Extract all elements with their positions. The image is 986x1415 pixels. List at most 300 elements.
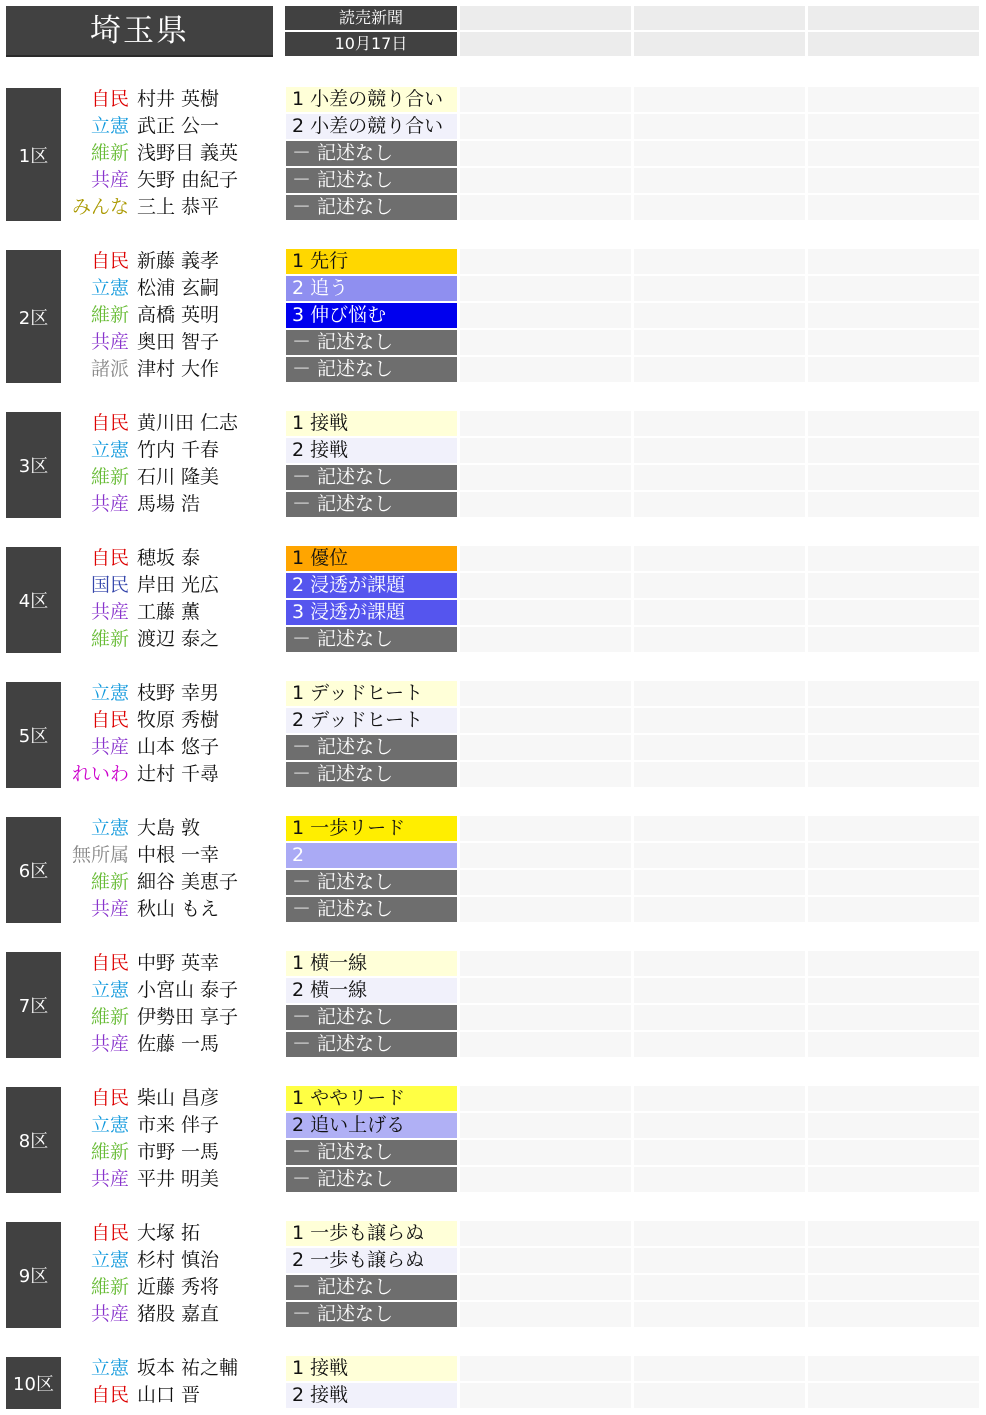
party-label: 立憲 bbox=[90, 1357, 129, 1379]
party-label: 立憲 bbox=[90, 439, 129, 461]
empty-cell bbox=[808, 1032, 979, 1057]
candidate-name: 秋山 もえ bbox=[137, 898, 220, 920]
empty-cell bbox=[634, 438, 805, 463]
empty-cell bbox=[460, 249, 631, 274]
candidate-name: 武正 公一 bbox=[137, 115, 220, 137]
empty-cell bbox=[634, 978, 805, 1003]
empty-cell bbox=[634, 708, 805, 733]
empty-cell bbox=[808, 1113, 979, 1138]
district-label: 6区 bbox=[6, 817, 61, 923]
district-block bbox=[0, 680, 986, 788]
empty-cell bbox=[634, 1356, 805, 1381]
rating-cell: － 記述なし bbox=[286, 1005, 457, 1030]
party-label: 共産 bbox=[90, 1303, 129, 1325]
candidate-name: 大塚 拓 bbox=[137, 1222, 201, 1244]
empty-cell bbox=[634, 681, 805, 706]
candidate-name: 高橋 英明 bbox=[137, 304, 220, 326]
empty-cell bbox=[634, 1005, 805, 1030]
rating-cell: － 記述なし bbox=[286, 1032, 457, 1057]
district-block bbox=[0, 815, 986, 923]
rating-cell: － 記述なし bbox=[286, 465, 457, 490]
candidate-row bbox=[0, 1139, 986, 1166]
empty-cell bbox=[634, 1383, 805, 1408]
empty-cell bbox=[460, 735, 631, 760]
candidate-row bbox=[0, 572, 986, 599]
rating-cell: － 記述なし bbox=[286, 1167, 457, 1192]
empty-cell bbox=[460, 141, 631, 166]
empty-cell bbox=[634, 492, 805, 517]
party-label: 自民 bbox=[90, 709, 129, 731]
candidate-row bbox=[0, 977, 986, 1004]
empty-cell bbox=[634, 1167, 805, 1192]
candidate-row bbox=[0, 356, 986, 383]
party-label: 共産 bbox=[90, 169, 129, 191]
rating-cell: 2 追い上げる bbox=[286, 1113, 457, 1138]
candidate-row bbox=[0, 140, 986, 167]
district-label: 10区 bbox=[6, 1357, 61, 1409]
rating-cell: 2 接戦 bbox=[286, 1383, 457, 1408]
candidate-name: 穂坂 泰 bbox=[137, 547, 201, 569]
candidate-name: 山本 悠子 bbox=[137, 736, 220, 758]
candidate-name: 伊勢田 享子 bbox=[137, 1006, 239, 1028]
rating-cell: 2 小差の競り合い bbox=[286, 114, 457, 139]
party-label: 立憲 bbox=[90, 979, 129, 1001]
party-label: 維新 bbox=[90, 1141, 129, 1163]
party-label: 国民 bbox=[90, 574, 129, 596]
empty-cell bbox=[808, 1086, 979, 1111]
party-label: 維新 bbox=[90, 871, 129, 893]
candidate-row bbox=[0, 1301, 986, 1328]
rating-cell: － 記述なし bbox=[286, 492, 457, 517]
district-label: 5区 bbox=[6, 682, 61, 788]
party-label: 自民 bbox=[90, 1087, 129, 1109]
party-label: 維新 bbox=[90, 1006, 129, 1028]
district-block bbox=[0, 545, 986, 653]
empty-cell bbox=[634, 816, 805, 841]
candidate-row bbox=[0, 869, 986, 896]
empty-cell bbox=[460, 681, 631, 706]
empty-cell bbox=[808, 681, 979, 706]
empty-cell bbox=[808, 168, 979, 193]
empty-cell bbox=[634, 87, 805, 112]
empty-cell bbox=[460, 492, 631, 517]
rating-cell: 1 優位 bbox=[286, 546, 457, 571]
empty-cell bbox=[634, 1302, 805, 1327]
rating-cell: 2 bbox=[286, 843, 457, 868]
rating-cell: － 記述なし bbox=[286, 141, 457, 166]
candidate-row bbox=[0, 734, 986, 761]
empty-cell bbox=[808, 141, 979, 166]
empty-cell bbox=[634, 249, 805, 274]
candidate-name: 猪股 嘉直 bbox=[137, 1303, 220, 1325]
empty-cell bbox=[808, 843, 979, 868]
rating-cell: 2 デッドヒート bbox=[286, 708, 457, 733]
party-label: 共産 bbox=[90, 493, 129, 515]
district-label: 8区 bbox=[6, 1087, 61, 1193]
candidate-name: 三上 恭平 bbox=[137, 196, 220, 218]
empty-cell bbox=[634, 330, 805, 355]
empty-cell bbox=[808, 1383, 979, 1408]
rating-cell: 2 一歩も譲らぬ bbox=[286, 1248, 457, 1273]
candidate-name: 枝野 幸男 bbox=[137, 682, 220, 704]
empty-cell bbox=[808, 249, 979, 274]
empty-cell bbox=[634, 870, 805, 895]
empty-cell bbox=[460, 357, 631, 382]
party-label: 維新 bbox=[90, 1276, 129, 1298]
empty-cell bbox=[634, 1113, 805, 1138]
empty-cell bbox=[808, 303, 979, 328]
empty-cell bbox=[634, 951, 805, 976]
empty-cell bbox=[808, 330, 979, 355]
party-label: 自民 bbox=[90, 952, 129, 974]
rating-cell: － 記述なし bbox=[286, 1302, 457, 1327]
candidate-row bbox=[0, 1382, 986, 1409]
empty-cell bbox=[460, 276, 631, 301]
candidate-row bbox=[0, 815, 986, 842]
empty-cell bbox=[808, 870, 979, 895]
rating-cell: 1 一歩も譲らぬ bbox=[286, 1221, 457, 1246]
empty-cell bbox=[460, 303, 631, 328]
candidate-row bbox=[0, 1085, 986, 1112]
party-label: 立憲 bbox=[90, 277, 129, 299]
candidate-name: 辻村 千尋 bbox=[137, 763, 220, 785]
empty-cell bbox=[634, 465, 805, 490]
party-label: 立憲 bbox=[90, 115, 129, 137]
empty-cell bbox=[808, 114, 979, 139]
party-label: 共産 bbox=[90, 1168, 129, 1190]
empty-header-cell bbox=[460, 32, 631, 56]
empty-cell bbox=[460, 816, 631, 841]
prefecture-title: 埼玉県 bbox=[6, 6, 273, 57]
rating-cell: 2 横一線 bbox=[286, 978, 457, 1003]
candidate-name: 新藤 義孝 bbox=[137, 250, 220, 272]
party-label: 共産 bbox=[90, 1033, 129, 1055]
candidate-row bbox=[0, 950, 986, 977]
empty-cell bbox=[460, 762, 631, 787]
party-label: 自民 bbox=[90, 1222, 129, 1244]
candidate-row bbox=[0, 1355, 986, 1382]
candidate-name: 小宮山 泰子 bbox=[137, 979, 239, 1001]
candidate-name: 浅野目 義英 bbox=[137, 142, 239, 164]
candidate-name: 杉村 慎治 bbox=[137, 1249, 220, 1271]
candidate-name: 岸田 光広 bbox=[137, 574, 220, 596]
rating-cell: － 記述なし bbox=[286, 1140, 457, 1165]
empty-cell bbox=[460, 1032, 631, 1057]
empty-cell bbox=[460, 168, 631, 193]
empty-cell bbox=[808, 438, 979, 463]
candidate-row bbox=[0, 437, 986, 464]
empty-cell bbox=[634, 1032, 805, 1057]
district-label: 2区 bbox=[6, 250, 61, 383]
empty-cell bbox=[808, 411, 979, 436]
district-label: 9区 bbox=[6, 1222, 61, 1328]
candidate-name: 坂本 祐之輔 bbox=[137, 1357, 239, 1379]
candidate-row bbox=[0, 1004, 986, 1031]
empty-cell bbox=[460, 330, 631, 355]
empty-cell bbox=[460, 1086, 631, 1111]
empty-header-cell bbox=[634, 6, 805, 30]
empty-cell bbox=[460, 546, 631, 571]
candidate-name: 黄川田 仁志 bbox=[137, 412, 239, 434]
empty-cell bbox=[460, 195, 631, 220]
candidate-row bbox=[0, 248, 986, 275]
empty-cell bbox=[808, 1005, 979, 1030]
party-label: 共産 bbox=[90, 736, 129, 758]
district-block bbox=[0, 1085, 986, 1193]
empty-cell bbox=[808, 762, 979, 787]
empty-cell bbox=[808, 816, 979, 841]
rating-cell: － 記述なし bbox=[286, 1275, 457, 1300]
rating-cell: － 記述なし bbox=[286, 330, 457, 355]
candidate-row bbox=[0, 194, 986, 221]
empty-cell bbox=[460, 897, 631, 922]
candidate-name: 市来 伴子 bbox=[137, 1114, 220, 1136]
candidate-row bbox=[0, 113, 986, 140]
empty-cell bbox=[634, 357, 805, 382]
empty-cell bbox=[808, 546, 979, 571]
rating-cell: 1 小差の競り合い bbox=[286, 87, 457, 112]
empty-cell bbox=[634, 1248, 805, 1273]
empty-cell bbox=[460, 1383, 631, 1408]
empty-cell bbox=[634, 1086, 805, 1111]
empty-cell bbox=[634, 195, 805, 220]
candidate-name: 柴山 昌彦 bbox=[137, 1087, 220, 1109]
empty-cell bbox=[460, 1005, 631, 1030]
candidate-row bbox=[0, 167, 986, 194]
empty-cell bbox=[808, 1275, 979, 1300]
candidate-name: 中根 一幸 bbox=[137, 844, 220, 866]
empty-cell bbox=[634, 303, 805, 328]
party-label: 共産 bbox=[90, 601, 129, 623]
candidate-row bbox=[0, 680, 986, 707]
candidate-name: 中野 英幸 bbox=[137, 952, 220, 974]
empty-cell bbox=[634, 141, 805, 166]
empty-cell bbox=[460, 708, 631, 733]
empty-cell bbox=[808, 1302, 979, 1327]
empty-header-cell bbox=[634, 32, 805, 56]
empty-cell bbox=[460, 465, 631, 490]
empty-cell bbox=[808, 195, 979, 220]
empty-cell bbox=[808, 978, 979, 1003]
party-label: 共産 bbox=[90, 331, 129, 353]
candidate-row bbox=[0, 464, 986, 491]
candidate-name: 細谷 美恵子 bbox=[137, 871, 239, 893]
district-label: 1区 bbox=[6, 88, 61, 221]
candidate-name: 山口 晋 bbox=[137, 1384, 201, 1406]
empty-cell bbox=[808, 951, 979, 976]
candidate-row bbox=[0, 842, 986, 869]
candidate-row bbox=[0, 410, 986, 437]
empty-cell bbox=[460, 978, 631, 1003]
candidate-row bbox=[0, 329, 986, 356]
empty-cell bbox=[460, 438, 631, 463]
party-label: 立憲 bbox=[90, 682, 129, 704]
candidate-name: 佐藤 一馬 bbox=[137, 1033, 220, 1055]
empty-cell bbox=[634, 762, 805, 787]
candidate-name: 矢野 由紀子 bbox=[137, 169, 239, 191]
rating-cell: 1 横一線 bbox=[286, 951, 457, 976]
empty-cell bbox=[634, 627, 805, 652]
empty-cell bbox=[460, 1167, 631, 1192]
empty-cell bbox=[634, 1140, 805, 1165]
party-label: 立憲 bbox=[90, 1249, 129, 1271]
candidate-row bbox=[0, 1274, 986, 1301]
party-label: みんな bbox=[71, 196, 129, 218]
rating-cell: － 記述なし bbox=[286, 870, 457, 895]
candidate-row bbox=[0, 599, 986, 626]
empty-cell bbox=[808, 1356, 979, 1381]
rating-cell: － 記述なし bbox=[286, 195, 457, 220]
party-label: 立憲 bbox=[90, 817, 129, 839]
empty-cell bbox=[460, 573, 631, 598]
rating-cell: 2 接戦 bbox=[286, 438, 457, 463]
candidate-name: 竹内 千春 bbox=[137, 439, 220, 461]
candidate-name: 村井 英樹 bbox=[137, 88, 220, 110]
empty-cell bbox=[634, 897, 805, 922]
rating-cell: 1 一歩リード bbox=[286, 816, 457, 841]
empty-cell bbox=[634, 411, 805, 436]
empty-header-cell bbox=[460, 6, 631, 30]
party-label: 自民 bbox=[90, 250, 129, 272]
empty-cell bbox=[634, 276, 805, 301]
candidate-name: 市野 一馬 bbox=[137, 1141, 220, 1163]
district-label: 3区 bbox=[6, 412, 61, 518]
party-label: 無所属 bbox=[71, 844, 129, 866]
empty-cell bbox=[808, 735, 979, 760]
empty-header-cell bbox=[808, 6, 979, 30]
rating-cell: － 記述なし bbox=[286, 168, 457, 193]
empty-cell bbox=[808, 1248, 979, 1273]
rating-cell: 1 接戦 bbox=[286, 1356, 457, 1381]
candidate-name: 近藤 秀将 bbox=[137, 1276, 220, 1298]
empty-cell bbox=[808, 600, 979, 625]
empty-cell bbox=[808, 897, 979, 922]
empty-cell bbox=[460, 411, 631, 436]
candidate-name: 大島 敦 bbox=[137, 817, 201, 839]
empty-cell bbox=[460, 600, 631, 625]
empty-cell bbox=[634, 600, 805, 625]
empty-cell bbox=[808, 276, 979, 301]
district-block bbox=[0, 86, 986, 221]
empty-cell bbox=[460, 1140, 631, 1165]
candidate-row bbox=[0, 1247, 986, 1274]
district-label: 7区 bbox=[6, 952, 61, 1058]
candidate-name: 工藤 薫 bbox=[137, 601, 201, 623]
rating-cell: 1 デッドヒート bbox=[286, 681, 457, 706]
candidate-row bbox=[0, 545, 986, 572]
rating-cell: 1 接戦 bbox=[286, 411, 457, 436]
candidate-row bbox=[0, 1031, 986, 1058]
party-label: 諸派 bbox=[90, 358, 129, 380]
rating-cell: 1 先行 bbox=[286, 249, 457, 274]
party-label: れいわ bbox=[71, 763, 129, 785]
rating-cell: － 記述なし bbox=[286, 897, 457, 922]
candidate-name: 馬場 浩 bbox=[137, 493, 201, 515]
party-label: 共産 bbox=[90, 898, 129, 920]
empty-cell bbox=[460, 114, 631, 139]
rating-cell: 3 伸び悩む bbox=[286, 303, 457, 328]
candidate-row bbox=[0, 707, 986, 734]
empty-cell bbox=[634, 1275, 805, 1300]
rating-cell: － 記述なし bbox=[286, 357, 457, 382]
party-label: 維新 bbox=[90, 142, 129, 164]
empty-cell bbox=[634, 1221, 805, 1246]
party-label: 自民 bbox=[90, 1384, 129, 1406]
party-label: 維新 bbox=[90, 628, 129, 650]
rating-cell: 2 追う bbox=[286, 276, 457, 301]
empty-cell bbox=[460, 870, 631, 895]
candidate-row bbox=[0, 302, 986, 329]
empty-cell bbox=[634, 168, 805, 193]
empty-cell bbox=[634, 843, 805, 868]
empty-cell bbox=[808, 87, 979, 112]
rating-cell: － 記述なし bbox=[286, 735, 457, 760]
candidate-row bbox=[0, 1166, 986, 1193]
empty-cell bbox=[460, 951, 631, 976]
candidate-name: 松浦 玄嗣 bbox=[137, 277, 220, 299]
empty-cell bbox=[460, 1113, 631, 1138]
candidate-name: 津村 大作 bbox=[137, 358, 220, 380]
rating-cell: － 記述なし bbox=[286, 627, 457, 652]
empty-header-cell bbox=[808, 32, 979, 56]
rating-cell: － 記述なし bbox=[286, 762, 457, 787]
empty-cell bbox=[460, 1356, 631, 1381]
rating-cell: 2 浸透が課題 bbox=[286, 573, 457, 598]
candidate-row bbox=[0, 491, 986, 518]
newspaper-name: 読売新聞 bbox=[285, 6, 457, 30]
candidate-row bbox=[0, 1112, 986, 1139]
empty-cell bbox=[634, 546, 805, 571]
empty-cell bbox=[808, 708, 979, 733]
district-block bbox=[0, 950, 986, 1058]
empty-cell bbox=[808, 1167, 979, 1192]
rating-cell: 3 浸透が課題 bbox=[286, 600, 457, 625]
empty-cell bbox=[460, 1302, 631, 1327]
party-label: 立憲 bbox=[90, 1114, 129, 1136]
district-block bbox=[0, 248, 986, 383]
empty-cell bbox=[460, 1248, 631, 1273]
party-label: 自民 bbox=[90, 88, 129, 110]
party-label: 自民 bbox=[90, 412, 129, 434]
empty-cell bbox=[460, 627, 631, 652]
empty-cell bbox=[634, 735, 805, 760]
candidate-name: 渡辺 泰之 bbox=[137, 628, 220, 650]
empty-cell bbox=[634, 114, 805, 139]
empty-cell bbox=[634, 573, 805, 598]
empty-cell bbox=[808, 357, 979, 382]
empty-cell bbox=[460, 1275, 631, 1300]
candidate-name: 平井 明美 bbox=[137, 1168, 220, 1190]
empty-cell bbox=[808, 492, 979, 517]
rating-cell: 1 ややリード bbox=[286, 1086, 457, 1111]
empty-cell bbox=[808, 627, 979, 652]
survey-date: 10月17日 bbox=[285, 32, 457, 56]
party-label: 維新 bbox=[90, 304, 129, 326]
party-label: 自民 bbox=[90, 547, 129, 569]
candidate-row bbox=[0, 626, 986, 653]
district-block bbox=[0, 1355, 986, 1409]
candidate-row bbox=[0, 896, 986, 923]
candidate-row bbox=[0, 761, 986, 788]
district-label: 4区 bbox=[6, 547, 61, 653]
empty-cell bbox=[460, 1221, 631, 1246]
district-block bbox=[0, 410, 986, 518]
candidate-row bbox=[0, 275, 986, 302]
party-label: 維新 bbox=[90, 466, 129, 488]
district-block bbox=[0, 1220, 986, 1328]
empty-cell bbox=[808, 1221, 979, 1246]
candidate-name: 奥田 智子 bbox=[137, 331, 220, 353]
